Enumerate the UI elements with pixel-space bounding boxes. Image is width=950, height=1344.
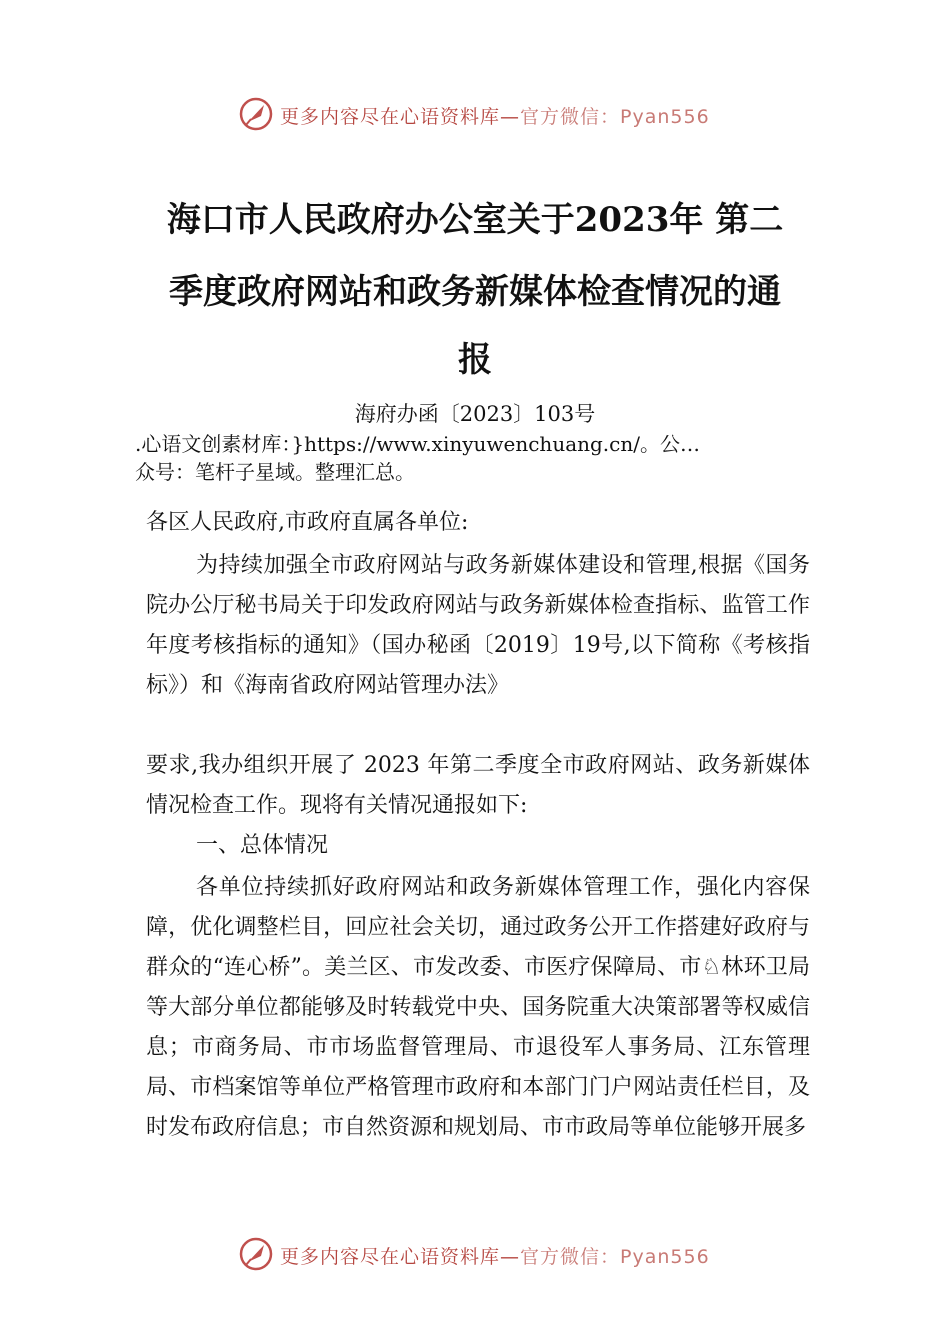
watermark-main-text: 更多内容尽在心语资料库—	[280, 1246, 521, 1268]
header-watermark-banner	[0, 92, 950, 136]
section-1-heading-text: 一、总体情况	[196, 833, 329, 858]
section-1-paragraph	[146, 868, 810, 1148]
section-1-heading	[146, 826, 810, 866]
body-paragraph-1	[146, 546, 810, 706]
body-paragraph-2	[146, 746, 810, 826]
section-1-paragraph-text: 各单位持续抓好政府网站和政务新媒体管理工作，强化内容保障，优化调整栏目，回应社会关切，通过政务公开工作搭建好政府与群众的“连心桥”。美兰区、市发改委、市医疗保障局、市♘林环卫局等大部分单位都能够及时转载党中央、国务院重大决策部署等权威信息；市商务局、市市场监督管理局、市退役军人事务局、江东管理局、市档案馆等单位严格管理市政府和本部门门户网站责任栏目，及时发布政府信息；市自然资源和规划局、市市政局等单位能够开展多	[146, 875, 810, 1140]
watermark-text	[280, 102, 710, 129]
footer-watermark-banner	[0, 1232, 950, 1276]
watermark-wechat-text: 官方微信：Pyan556	[520, 106, 710, 128]
document-number: 海府办函〔2023〕103号	[354, 402, 596, 426]
body-greeting	[146, 503, 810, 543]
paragraph-1-text: 为持续加强全市政府网站与政务新媒体建设和管理,根据《国务院办公厅秘书局关于印发政府网站与政务新媒体检查指标、监管工作年度考核指标的通知》（国办秘函〔2019〕19号,以下简称《考核指标》）和《海南省政府网站管理办法》	[146, 553, 810, 698]
document-title-line-3: 报	[458, 340, 492, 380]
quill-logo-icon	[238, 1236, 274, 1272]
document-title-line-1: 海口市人民政府办公室关于2023年 第二	[166, 200, 784, 240]
source-note-line-1: .心语文创素材库：}https://www.xinyuwenchuang.cn/。公…	[135, 432, 700, 456]
document-title-line-2: 季度政府网站和政务新媒体检查情况的通	[169, 272, 781, 312]
source-note-line-2: 众号：笔杆子星域。整理汇总。	[135, 460, 415, 484]
greeting-text: 各区人民政府,市政府直属各单位:	[146, 510, 469, 535]
watermark-text	[280, 1242, 710, 1269]
watermark-main-text: 更多内容尽在心语资料库—	[280, 106, 521, 128]
paragraph-2-text: 要求,我办组织开展了 2023 年第二季度全市政府网站、政务新媒体情况检查工作。现将有关情况通报如下:	[146, 753, 810, 818]
watermark-wechat-text: 官方微信：Pyan556	[520, 1246, 710, 1268]
quill-logo-icon	[238, 96, 274, 132]
